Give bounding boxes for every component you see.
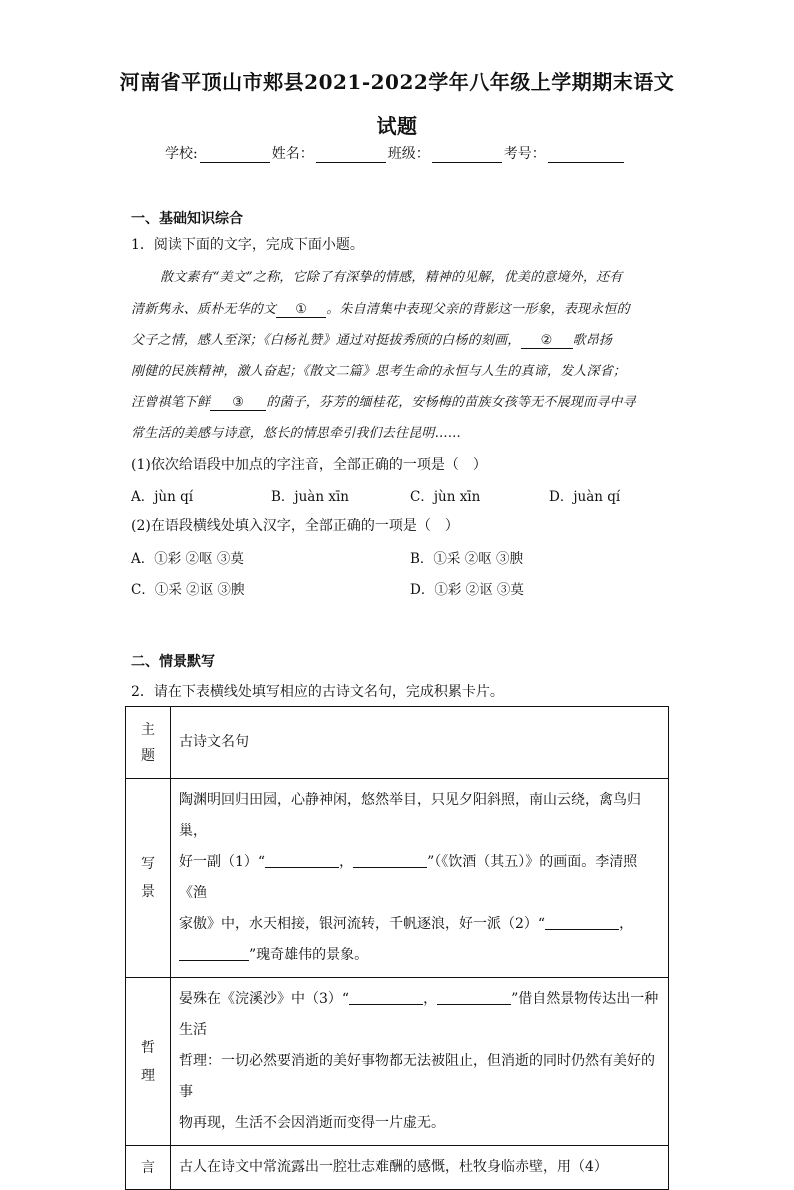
sub2-option-a[interactable]: A．①彩 ②呕 ③莫: [131, 551, 244, 567]
passage-line6: 常生活的美感与诗意，悠长的情思牵引我们去往昆明……: [131, 426, 462, 441]
scenery-line2-a: 好一副（1）“: [179, 854, 266, 870]
philosophy-line2: 哲理：一切必然要消逝的美好事物都无法被阻止，但消逝的同时仍然有美好的事: [179, 1053, 655, 1100]
table-row-scenery: [126, 779, 669, 978]
passage-line3-a: 父子之情，感人至深；《白杨礼赞》通过对挺拔秀颀的白杨的刻画，: [131, 333, 521, 348]
scenery-line3-a: 家傲》中，水天相接，银河流转，千帆逐浪，好一派（2）“: [179, 916, 546, 932]
blank-1[interactable]: ①: [276, 302, 326, 318]
passage-line2-b: 。朱自清集中表现父亲的背影这一形象，表现永恒的: [326, 302, 630, 317]
passage-line5: [131, 391, 661, 411]
section2-heading: 二、情景默写: [131, 654, 215, 670]
passage-line2-a: 清新隽永、质朴无华的文: [131, 302, 277, 317]
header-theme-cell: 主 题: [126, 707, 171, 779]
theme-scenery: 写 景: [126, 779, 171, 978]
name-label: 姓名：: [271, 146, 314, 162]
exam-title-line1: 河南省平顶山市郏县2021-2022学年八年级上学期期末语文: [119, 70, 675, 94]
q1-stem: 1．阅读下面的文字，完成下面小题。: [131, 237, 364, 253]
sub1-option-b[interactable]: B．juàn xīn: [271, 489, 349, 505]
student-info-row: [165, 143, 626, 163]
sub1-option-d[interactable]: D．juàn qí: [549, 489, 621, 505]
content-philosophy: [171, 978, 669, 1146]
sub2-option-c[interactable]: C．①采 ②讴 ③腴: [131, 582, 245, 598]
scenery-line3-b: ，: [619, 916, 634, 932]
class-blank[interactable]: [432, 148, 502, 163]
section1-heading: 一、基础知识综合: [131, 211, 243, 227]
philosophy-line1-b: ，: [423, 991, 438, 1007]
accumulation-card-table: [125, 706, 669, 1190]
passage-line5-a: 汪曾祺笔下鲜: [131, 395, 211, 410]
blank-2[interactable]: ②: [521, 333, 573, 349]
philosophy-line3: 物再现，生活不会因消逝而变得一片虚无。: [179, 1115, 445, 1131]
theme-aspiration: 言: [126, 1146, 171, 1190]
passage-line5-b: 的菌子，芬芳的缅桂花，安杨梅的苗族女孩等无不展现而寻中寻: [266, 395, 636, 410]
blank-3[interactable]: ③: [210, 395, 266, 411]
passage-line3-b: 歌昂扬: [572, 333, 613, 348]
exam-number-blank[interactable]: [548, 148, 624, 163]
scenery-line2: [179, 847, 660, 909]
table-row-aspiration: [126, 1146, 669, 1190]
answer-blank-1a[interactable]: [265, 851, 339, 868]
school-label: 学校:: [165, 146, 198, 162]
philosophy-line1-a: 晏殊在《浣溪沙》中（3）“: [179, 991, 350, 1007]
class-label: 班级：: [387, 146, 430, 162]
sub2-option-b[interactable]: B．①采 ②呕 ③腴: [410, 551, 524, 567]
scenery-line1: 陶渊明回归田园，心静神闲，悠然举目，只见夕阳斜照，南山云绕，禽鸟归巢，: [179, 792, 641, 839]
scenery-line4: [179, 940, 660, 971]
passage-line2: [131, 298, 661, 318]
sub1-option-a[interactable]: A．jùn qí: [131, 489, 194, 505]
scenery-line2-b: ，: [339, 854, 354, 870]
passage-line1: 散文素有“美文”之称，它除了有深挚的情感，精神的见解，优美的意境外，还有: [160, 270, 623, 285]
answer-blank-3a[interactable]: [349, 988, 423, 1005]
theme-philosophy: 哲 理: [126, 978, 171, 1146]
sub2-option-d[interactable]: D．①彩 ②讴 ③莫: [410, 582, 524, 598]
scenery-line2-c: ”（《饮酒（其五）》的画面。李清照《渔: [179, 854, 638, 901]
content-aspiration: 古人在诗文中常流露出一腔壮志难酬的感慨，杜牧身临赤壁，用（4）: [171, 1146, 669, 1190]
sub1-option-c[interactable]: C．jùn xīn: [410, 489, 481, 505]
sub1-stem: (1)依次给语段中加点的字注音，全部正确的一项是（ ）: [131, 457, 487, 473]
q2-stem: 2．请在下表横线处填写相应的古诗文名句，完成积累卡片。: [131, 684, 504, 700]
answer-blank-3b[interactable]: [437, 988, 511, 1005]
table-row-philosophy: [126, 978, 669, 1146]
scenery-line4-text: ”瑰奇雄伟的景象。: [249, 947, 369, 963]
answer-blank-1b[interactable]: [353, 851, 427, 868]
header-content-cell: 古诗文名句: [171, 707, 669, 779]
scenery-line3: [179, 909, 660, 940]
exam-number-label: 考号：: [503, 146, 546, 162]
passage-line4: 刚健的民族精神，激人奋起；《散文二篇》思考生命的永恒与人生的真谛，发人深省；: [131, 364, 627, 379]
answer-blank-2b[interactable]: [179, 944, 249, 961]
name-blank[interactable]: [316, 148, 386, 163]
philosophy-line1: [179, 984, 660, 1046]
sub2-stem: (2)在语段横线处填入汉字，全部正确的一项是（ ）: [131, 518, 459, 534]
exam-title-line2: 试题: [376, 114, 418, 138]
school-blank[interactable]: [200, 148, 270, 163]
passage-line3: [131, 329, 661, 349]
table-header-row: [126, 707, 669, 779]
content-scenery: [171, 779, 669, 978]
answer-blank-2a[interactable]: [545, 913, 619, 930]
philosophy-line1-c: ”借自然景物传达出一种生活: [179, 991, 659, 1038]
